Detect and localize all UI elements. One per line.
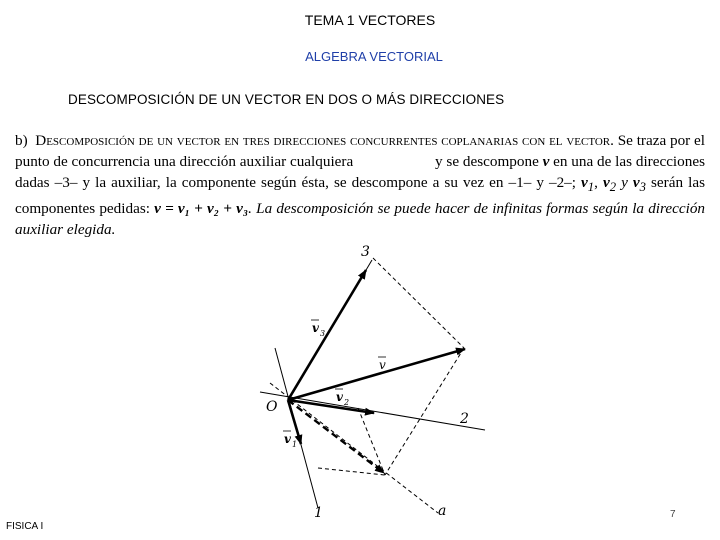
page-subtitle: ALGEBRA VECTORIAL [305,49,443,64]
page-number: 7 [670,509,676,520]
construction-line [373,258,464,348]
sub-3: 3 [639,180,646,195]
vector-v2: v [602,174,610,191]
svg-text:3: 3 [320,329,326,338]
body-paragraph [15,130,705,240]
label-v2 [335,389,349,407]
page-title: TEMA 1 VECTORES [304,12,436,28]
formula: v = v₁ + v₂ + v₃ [154,200,249,218]
svg-text:v: v [336,390,343,404]
construction-line [385,348,464,475]
sub-2: 2 [609,180,617,195]
svg-text:1: 1 [292,440,298,449]
svg-text:v: v [312,321,319,335]
label-1: 1 [314,505,323,521]
text-2: y se descompone [431,153,543,170]
vector-v1: v [581,174,588,191]
text-5: . La descomposición se puede hacer de infinitas formas según la dirección auxiliar elegida. [15,200,706,239]
construction-line [318,468,385,475]
vector-v: v [542,153,550,170]
label-3: 3 [361,244,370,260]
sub-1: 1 [587,180,595,195]
label-2: 2 [460,411,469,427]
vector-v3: v [632,174,640,191]
text-4: serán las componentes pedidas: [15,174,705,218]
svg-text:v: v [379,358,386,372]
item-title: Descomposición de un vector en tres direcciones concurrentes coplanarias con el vector. [35,132,614,149]
svg-text:2: 2 [344,398,350,407]
label-a: a [438,503,447,519]
label-v1 [283,431,297,449]
text-1: Se traza por el punto de concurrencia una dirección auxiliar cualquiera [15,132,706,170]
text-3: en una de las direcciones dadas –3– y la auxiliar, la componente según ésta, se descompone a su vez en –1– y –2–; [15,153,705,191]
svg-text:v: v [284,432,291,446]
label-v3 [311,320,325,338]
section-heading: DESCOMPOSICIÓN DE UN VECTOR EN DOS O MÁS DIRECCIONES [68,92,505,107]
course-footer: FISICA I [6,521,44,532]
item-label: b) [15,132,28,149]
vector-diagram [240,238,520,528]
conj-y: y [616,174,633,191]
label-origin: O [266,399,278,415]
label-v [378,357,386,372]
sep-1: , [594,174,603,191]
